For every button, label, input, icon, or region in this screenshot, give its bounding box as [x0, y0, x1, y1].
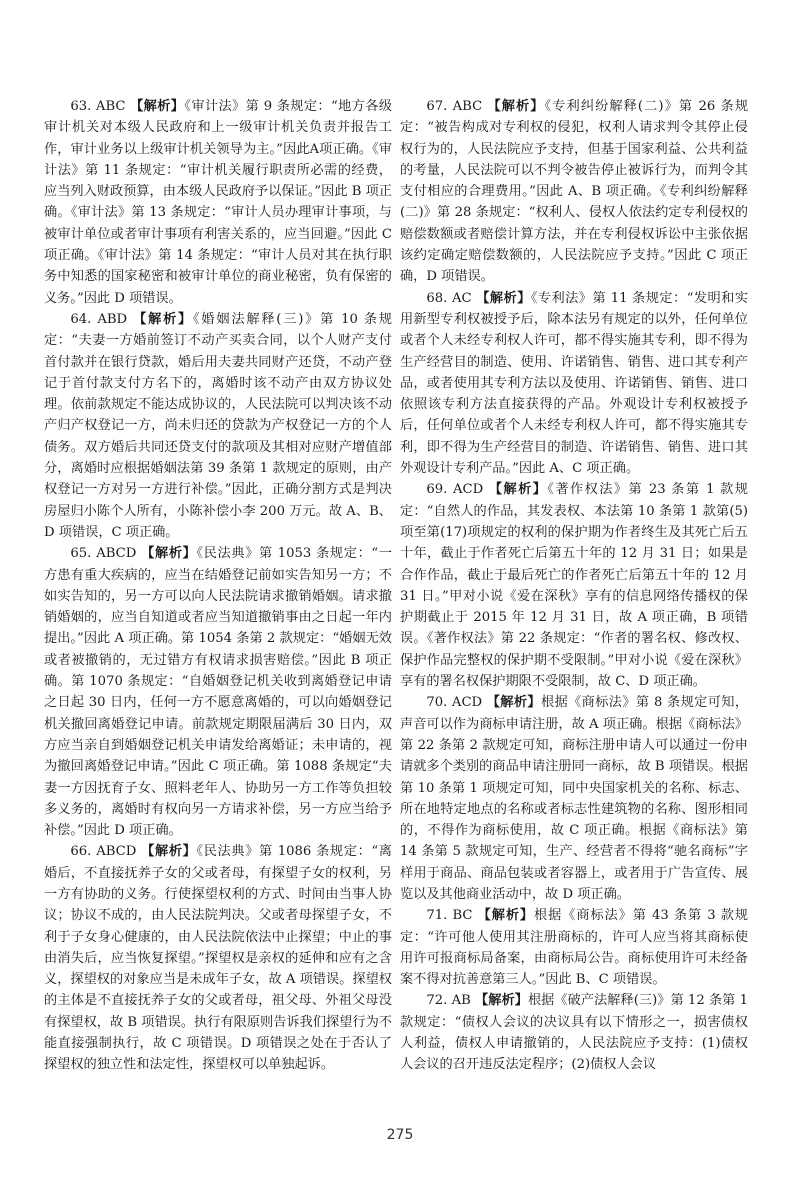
answer-text: 《民法典》第 1086 条规定：“离婚后，不直接抚养子女的父或者母，有探望子女的权利，另一方有协助的义务。行使探望权利的方式、时间由当事人协议；协议不成的，由人民法院判决。父或者母探望子女，不利于子女身心健康的，由人民法院依法中止探望；中止的事由消失后，应当恢复探望。”探望权是亲权的延伸和应有之含义，探望权的对象应当是未成年子女，故 A 项错误。探望权的主体是不直接抚养子女的父或者母，祖父母、外祖父母没有探望权，故 B 项错误。执行有限原则告诉我们探望行为不能直接强制执行，故 C 项错误。D 项错误之处在于否认了探望权的独立性和法定性，探望权可以单独起诉。 [44, 844, 392, 1073]
answer-entry-69 [400, 479, 748, 692]
answer-text: 《专利纠纷解释(二)》第 26 条规定：“被告构成对专利权的侵犯，权利人请求判令其停止侵权行为的，人民法院应予支持，但基于国家利益、公共利益的考量，人民法院可以不判令被告停止被诉行为，而判令其支付相应的合理费用。”因此 A、B 项正确。《专利纠纷解释(二)》第 28 条规定：“权利人、侵权人依法约定专利侵权的赔偿数额或者赔偿计算方法，并在专利侵权诉讼中主张依据该约定确定赔偿数额的，人民法院应予支持。”因此 C 项正确，D 项错误。 [400, 99, 749, 285]
answer-number: 69. ACD [426, 482, 484, 498]
analysis-tag: 【解析】 [133, 311, 194, 327]
answer-text: 《民法典》第 1053 条规定：“一方患有重大疾病的，应当在结婚登记前如实告知另一方；不如实告知的，另一方可以向人民法院请求撤销婚姻。请求撤销婚姻的，应当自知道或者应当知道撤销事由之日起一年内提出。”因此 A 项正确。第 1054 条第 2 款规定：“婚姻无效或者被撤销的，无过错方有权请求损害赔偿。”因此 B 项正确。第 1070 条规定：“自婚姻登记机关收到离婚登记申请之日起 30 日内，任何一方不愿意离婚的，可以向婚姻登记机关撤回离婚登记申请。前款规定期限届满后 30 日内，双方应当亲自到婚姻登记机关申请发给离婚证；未申请的，视为撤回离婚登记申请。”因此 C 项正确。第 1088 条规定“夫妻一方因抚育子女、照料老年人、协助另一方工作等负担较多义务的，离婚时有权向另一方请求补偿，另一方应当给予补偿。”因此 D 项正确。 [44, 546, 392, 839]
answer-entry-66 [44, 841, 392, 1075]
answer-number: 67. ABC [426, 99, 483, 114]
answer-text: 《专利法》第 11 条规定：“发明和实用新型专利权被授予后，除本法另有规定的以外，任何单位或者个人未经专利权人许可，都不得实施其专利，即不得为生产经营目的制造、使用、许诺销售、销售、进口其专利产品，或者使用其专利方法以及使用、许诺销售、销售、进口依照该专利方法直接获得的产品。外观设计专利权被授予后，任何单位或者个人未经专利权人许可，都不得实施其专利，即不得为生产经营目的制造、许诺销售、销售、进口其外观设计专利产品。”因此 A、C 项正确。 [400, 290, 749, 477]
answer-entry-67 [400, 96, 748, 288]
analysis-tag: 【解析】 [130, 99, 185, 114]
analysis-tag: 【解析】 [487, 99, 545, 114]
analysis-tag: 【解析】 [486, 695, 541, 711]
analysis-tag: 【解析】 [141, 844, 197, 860]
answer-entry-68 [400, 288, 748, 480]
page-number: 275 [386, 1127, 414, 1143]
answer-number: 65. ABCD [70, 546, 137, 562]
analysis-tag: 【解析】 [475, 993, 528, 1009]
answer-text: 根据《破产法解释(三)》第 12 条第 1 款规定：“债权人会议的决议具有以下情形之一，损害债权人利益，债权人申请撤销的，人民法院应予支持：(1)债权人会议的召开违反法定程序；(2)债权人会议 [400, 993, 748, 1073]
answer-text: 《审计法》第 9 条规定：“地方各级审计机关对本级人民政府和上一级审计机关负责并报告工作，审计业务以上级审计机关领导为主。”因此A项正确。《审计法》第 11 条规定：“审计机关履行职责所必需的经费，应当列入财政预算，由本级人民政府予以保证。”因此 B 项正确。《审计法》第 13 条规定：“审计人员办理审计事项，与被审计单位或者审计事项有利害关系的，应当回避。”因此 C 项正确。《审计法》第 14 条规定：“审计人员对其在执行职务中知悉的国家秘密和被审计单位的商业秘密，负有保密的义务。”因此 D 项错误。 [44, 99, 393, 306]
answer-entry-64 [44, 309, 392, 543]
answer-entry-71 [400, 905, 748, 990]
answer-number: 63. ABC [70, 99, 126, 114]
answer-text: 《著作权法》第 23 条第 1 款规定：“自然人的作品，其发表权、本法第 10 条第 1 款第(5)项至第(17)项规定的权利的保护期为作者终生及其死亡后五十年，截止于作者死亡后第五十年的 12 月 31 日；如果是合作作品，截止于最后死亡的作者死亡后第五十年的 12 月 31 日。”甲对小说《爱在深秋》享有的信息网络传播权的保护期截止于 2015 年 12 月 31 日，故 A 项正确，B 项错误。《著作权法》第 22 条规定：“作者的署名权、修改权、保护作品完整权的保护期不受限制。”甲对小说《爱在深秋》享有的署名权保护期限不受限制，故 C、D 项正确。 [400, 482, 748, 690]
analysis-tag: 【解析】 [488, 482, 548, 498]
answer-number: 68. AC [426, 290, 472, 306]
analysis-tag: 【解析】 [477, 908, 535, 924]
left-column [44, 96, 392, 1076]
answer-number: 72. AB [426, 993, 471, 1009]
answer-entry-72 [400, 990, 748, 1075]
answer-text: 根据《商标法》第 8 条规定可知，声音可以作为商标申请注册，故 A 项正确。根据《商标法》第 22 条第 2 款规定可知，商标注册申请人可以通过一份申请就多个类别的商品申请注册同一商标，故 B 项错误。根据第 10 条第 1 项规定可知，同中央国家机关的名称、标志、所在地特定地点的名称或者标志性建筑物的名称、图形相同的，不得作为商标使用，故 C 项正确。根据《商标法》第 14 条第 5 款规定可知，生产、经营者不得将“驰名商标”字样用于商品、商品包装或者容器上，或者用于广告宣传、展览以及其他商业活动中，故 D 项正确。 [400, 695, 749, 902]
analysis-tag: 【解析】 [141, 546, 197, 562]
analysis-tag: 【解析】 [476, 290, 531, 306]
answer-number: 64. ABD [70, 311, 128, 327]
answer-entry-65 [44, 543, 392, 841]
answer-number: 71. BC [426, 908, 473, 924]
answer-entry-63 [44, 96, 392, 309]
answer-entry-70 [400, 692, 748, 905]
answer-number: 66. ABCD [70, 844, 137, 860]
answer-text: 根据《商标法》第 43 条第 3 款规定：“许可他人使用其注册商标的，许可人应当将其商标使用许可报商标局备案，由商标局公告。商标使用许可未经备案不得对抗善意第三人。”因此 B、C 项错误。 [400, 908, 748, 988]
right-column [400, 96, 748, 1076]
answer-text: 《婚姻法解释(三)》第 10 条规定：“夫妻一方婚前签订不动产买卖合同，以个人财产支付首付款并在银行贷款，婚后用夫妻共同财产还贷，不动产登记于首付款支付方名下的，离婚时该不动产由双方协议处理。依前款规定不能达成协议的，人民法院可以判决该不动产归产权登记一方，尚未归还的贷款为产权登记一方的个人债务。双方婚后共同还贷支付的款项及其相对应财产增值部分，离婚时应根据婚姻法第 39 条第 1 款规定的原则，由产权登记一方对另一方进行补偿。”因此，正确分割方式是判决房屋归小陈个人所有，小陈补偿小李 200 万元。故 A、B、D 项错误，C 项正确。 [44, 311, 392, 540]
answer-number: 70. ACD [426, 695, 483, 711]
